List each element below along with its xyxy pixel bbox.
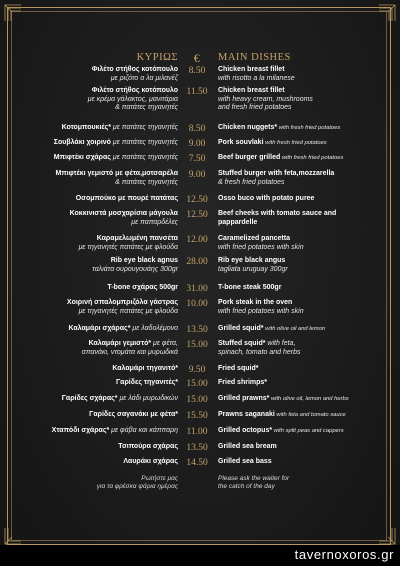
dish-name-english: Fried squid* <box>218 365 259 372</box>
dish-price: 11.00 <box>186 427 208 437</box>
dish-name-english: Osso buco with potato puree <box>218 195 315 202</box>
dish-name-english: Beef cheeks with tomato sauce and pappardelle <box>218 210 337 226</box>
header-currency: € <box>193 51 201 65</box>
dish-name-english: Grilled sea bream <box>218 443 277 450</box>
dish-name-greek: Φιλέτο στήθος κοτόπουλο με κρέμα γάλακτος, μανιτάρια & πατάτες τηγανητές <box>87 87 178 111</box>
dish-name-english: Pork souvlaki with fresh fried potatoes <box>218 139 327 146</box>
dish-name-greek: Χταπόδι σχάρας* με φάβα και κάππαρη <box>51 427 178 434</box>
dish-price: 28.00 <box>186 257 208 267</box>
brand-name: tavernoxoros.gr <box>294 547 394 562</box>
dish-price: 15.50 <box>186 411 208 421</box>
dish-name-greek: Γαρίδες σαγανάκι με φέτα* <box>89 411 178 418</box>
dish-name-greek: Μπιφτέκι γεμιστό με φέτα,μοτσαρέλα & πατάτες τηγανητές <box>55 170 178 186</box>
dish-price: 12.50 <box>186 210 208 220</box>
dish-price: 9.00 <box>188 139 206 149</box>
dish-name-greek: Καραμελωμένη πανσέτα με τηγανητές πατάτες με φλούδα <box>78 235 178 251</box>
dish-name-greek: Κοκκινιστά μοσχαρίσια μάγουλα με παπαρδέλες <box>69 210 178 226</box>
art-deco-corner-icon <box>3 3 23 23</box>
dish-name-greek: Γαρίδες σχάρας* με λάδι μυρωδικών <box>61 395 178 402</box>
dish-name-english: Chicken breast fillet with heavy cream, mushrooms and fresh fried potatoes <box>218 87 313 111</box>
dish-name-greek: Καλαμάρι γεμιστό* με φέτα, σπανάκι, ντομάτα και μυρωδικά <box>81 340 178 356</box>
dish-name-greek: Τσιπούρα σχάρας <box>118 443 178 450</box>
dish-name-greek: Χοιρινή σπαλομπριζόλα γάστρας με τηγανητές πατάτες με φλούδα <box>66 299 178 315</box>
art-deco-corner-icon <box>3 526 23 546</box>
dish-name-english: Stuffed burger with feta,mozzarella & fresh fried potatoes <box>218 170 335 186</box>
dish-name-greek: Καλαμάρι τηγανιτό* <box>112 365 178 372</box>
footer-english: Please ask the waiter for the catch of the day <box>218 475 290 490</box>
dish-price: 12.00 <box>186 235 208 245</box>
dish-price: 13.50 <box>186 443 208 453</box>
dish-price: 13.50 <box>186 325 208 335</box>
dish-name-greek: Οσομπούκο με πουρέ πατάτας <box>75 195 178 202</box>
dish-name-greek: Φιλέτο στήθος κοτόπουλο με ριζότο α λα μιλανέζ <box>91 66 178 82</box>
dish-name-english: Chicken breast fillet with risotto a la milanese <box>218 66 295 82</box>
dish-price: 9.00 <box>188 170 206 180</box>
dish-name-greek: T-bone σχάρας 500gr <box>107 284 178 291</box>
brand-bar <box>0 545 400 566</box>
dish-price: 7.50 <box>188 154 206 164</box>
dish-price: 9.50 <box>188 365 206 375</box>
dish-name-english: Prawns saganaki with feta and tomato sauce <box>218 411 346 418</box>
dish-price: 11.50 <box>186 87 208 97</box>
menu-header <box>0 52 400 66</box>
dish-name-english: Grilled sea bass <box>218 458 272 465</box>
dish-price: 8.50 <box>188 66 206 76</box>
dish-name-english: Grilled octopus* with split peas and cappers <box>218 427 344 434</box>
dish-name-english: T-bone steak 500gr <box>218 284 282 291</box>
dish-price: 31.00 <box>186 284 208 294</box>
dish-name-greek: Γαρίδες τηγανιτές* <box>115 379 178 386</box>
dish-name-english: Fried shrimps* <box>218 379 268 386</box>
art-deco-corner-icon <box>377 526 397 546</box>
art-deco-corner-icon <box>377 3 397 23</box>
dish-price: 10.00 <box>186 299 208 309</box>
dish-name-english: Rib eye black angus tagliata uruguay 300gr <box>218 257 288 273</box>
dish-name-greek: Λαυράκι σχάρας <box>123 458 178 465</box>
dish-name-english: Chicken nuggets* with fresh fried potatoes <box>218 124 341 131</box>
dish-name-english: Caramelized pancetta with fried potatoes with skin <box>218 235 304 251</box>
dish-name-greek: Κοτομπουκιές* με πατάτες τηγανητές <box>61 124 178 131</box>
header-english: MAIN DISHES <box>218 52 291 63</box>
footer-greek: Ρωτήστε μας για τα φρέσκα ψάρια ημέρας <box>96 475 178 490</box>
dish-name-greek: Καλαμάρι σχάρας* με λαδολέμονο <box>68 325 178 332</box>
dish-name-greek: Μπιφτέκι σχάρας με πατάτες τηγανητές <box>53 154 178 161</box>
dish-price: 15.00 <box>186 395 208 405</box>
dish-name-english: Beef burger grilled with fresh fried potatoes <box>218 154 344 161</box>
dish-price: 15.00 <box>186 340 208 350</box>
dish-name-greek: Σουβλάκι χοιρινό με πατάτες τηγανητές <box>53 139 178 146</box>
dish-price: 14.50 <box>186 458 208 468</box>
dish-name-english: Grilled squid* with olive oil and lemon <box>218 325 326 332</box>
dish-name-english: Pork steak in the oven with fried potatoes with skin <box>218 299 304 315</box>
dish-name-greek: Rib eye black agnus ταλιάτα ουρουγουάης 300gr <box>92 257 178 273</box>
dish-name-english: Stuffed squid* with feta, spinach, tomato and herbs <box>218 340 301 356</box>
dish-price: 15.00 <box>186 379 208 389</box>
dish-price: 8.50 <box>188 124 206 134</box>
dish-price: 12.50 <box>186 195 208 205</box>
header-greek: ΚΥΡΙΩΣ <box>136 52 178 63</box>
dish-name-english: Grilled prawns* with olive oil, lemon and herbs <box>218 395 349 402</box>
